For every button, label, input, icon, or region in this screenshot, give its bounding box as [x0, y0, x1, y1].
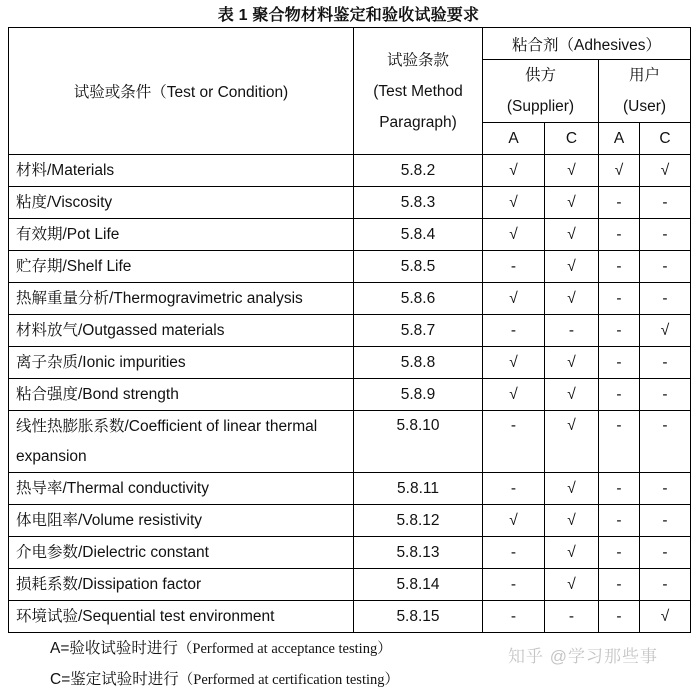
row-user-a: -	[599, 473, 640, 505]
row-test-name: 线性热膨胀系数/Coefficient of linear thermal expansion	[9, 411, 354, 473]
table-row	[9, 283, 691, 315]
row-user-c: -	[640, 411, 691, 473]
row-supplier-a: √	[483, 155, 545, 187]
header-paragraph-line: Paragraph)	[379, 113, 457, 131]
row-supplier-c: √	[545, 379, 599, 411]
row-test-name: 贮存期/Shelf Life	[9, 251, 354, 283]
header-paragraph-line: (Test Method	[373, 82, 463, 100]
row-supplier-a: -	[483, 537, 545, 569]
row-user-c: -	[640, 187, 691, 219]
row-paragraph: 5.8.12	[354, 505, 483, 537]
row-user-c: -	[640, 283, 691, 315]
row-user-c: -	[640, 219, 691, 251]
row-user-c: -	[640, 473, 691, 505]
row-supplier-c: √	[545, 569, 599, 601]
header-user-zh: 用户	[629, 67, 661, 84]
row-test-name: 热解重量分析/Thermogravimetric analysis	[9, 283, 354, 315]
note-acceptance-en: （Performed at acceptance testing）	[177, 641, 392, 657]
row-supplier-a: √	[483, 347, 545, 379]
row-supplier-c: √	[545, 537, 599, 569]
row-test-name: 体电阻率/Volume resistivity	[9, 505, 354, 537]
legend-notes	[50, 633, 399, 695]
row-paragraph: 5.8.15	[354, 601, 483, 633]
row-test-name: 离子杂质/Ionic impurities	[9, 347, 354, 379]
row-user-c: -	[640, 505, 691, 537]
row-user-c: -	[640, 251, 691, 283]
row-supplier-c: √	[545, 187, 599, 219]
row-test-name: 热导率/Thermal conductivity	[9, 473, 354, 505]
row-user-c: -	[640, 537, 691, 569]
row-paragraph: 5.8.11	[354, 473, 483, 505]
row-supplier-c: √	[545, 411, 599, 473]
header-supplier-zh: 供方	[524, 67, 556, 84]
row-paragraph: 5.8.14	[354, 569, 483, 601]
row-supplier-a: -	[483, 251, 545, 283]
row-supplier-c: √	[545, 283, 599, 315]
header-supplier-a: A	[483, 123, 545, 155]
table-row	[9, 537, 691, 569]
row-user-a: -	[599, 379, 640, 411]
row-supplier-a: -	[483, 601, 545, 633]
row-user-c: -	[640, 379, 691, 411]
row-paragraph: 5.8.13	[354, 537, 483, 569]
header-supplier-en: (Supplier)	[506, 98, 575, 115]
note-acceptance	[50, 633, 399, 664]
table-row	[9, 505, 691, 537]
row-test-name: 有效期/Pot Life	[9, 219, 354, 251]
row-paragraph: 5.8.2	[354, 155, 483, 187]
table-row	[9, 347, 691, 379]
watermark: 知乎 @学习那些事	[508, 647, 658, 666]
header-paragraph-line: 试验条款	[386, 51, 449, 69]
row-test-name: 介电参数/Dielectric constant	[9, 537, 354, 569]
table-row	[9, 411, 691, 473]
row-user-a: -	[599, 569, 640, 601]
header-user	[599, 60, 691, 123]
row-user-c: -	[640, 569, 691, 601]
row-user-a: -	[599, 505, 640, 537]
header-supplier	[483, 60, 599, 123]
row-supplier-a: √	[483, 283, 545, 315]
row-user-a: -	[599, 601, 640, 633]
note-certification-zh: C=鉴定试验时进行	[50, 671, 179, 688]
row-test-name: 材料放气/Outgassed materials	[9, 315, 354, 347]
row-user-c: √	[640, 315, 691, 347]
row-user-a: -	[599, 187, 640, 219]
row-user-c: √	[640, 155, 691, 187]
header-adhesives: 粘合剂（Adhesives）	[483, 28, 691, 60]
header-supplier-c: C	[545, 123, 599, 155]
table-row	[9, 569, 691, 601]
row-user-a: √	[599, 155, 640, 187]
row-supplier-a: √	[483, 187, 545, 219]
table-row	[9, 251, 691, 283]
row-supplier-a: -	[483, 569, 545, 601]
header-user-en: (User)	[622, 98, 667, 115]
row-supplier-a: √	[483, 219, 545, 251]
header-condition: 试验或条件（Test or Condition)	[9, 28, 354, 155]
row-paragraph: 5.8.8	[354, 347, 483, 379]
row-user-c: -	[640, 347, 691, 379]
table-row	[9, 315, 691, 347]
row-user-c: √	[640, 601, 691, 633]
row-user-a: -	[599, 251, 640, 283]
row-supplier-a: -	[483, 473, 545, 505]
row-supplier-c: √	[545, 505, 599, 537]
note-certification	[50, 664, 399, 695]
row-test-name: 损耗系数/Dissipation factor	[9, 569, 354, 601]
header-user-c: C	[640, 123, 691, 155]
row-test-name: 粘合强度/Bond strength	[9, 379, 354, 411]
row-paragraph: 5.8.10	[354, 411, 483, 473]
table-row	[9, 379, 691, 411]
header-user-a: A	[599, 123, 640, 155]
row-paragraph: 5.8.4	[354, 219, 483, 251]
row-paragraph: 5.8.5	[354, 251, 483, 283]
row-supplier-c: √	[545, 473, 599, 505]
row-test-name: 环境试验/Sequential test environment	[9, 601, 354, 633]
header-paragraph	[354, 28, 483, 155]
row-user-a: -	[599, 315, 640, 347]
row-user-a: -	[599, 219, 640, 251]
row-user-a: -	[599, 411, 640, 473]
row-supplier-c: √	[545, 219, 599, 251]
row-paragraph: 5.8.9	[354, 379, 483, 411]
table-row	[9, 601, 691, 633]
row-supplier-c: √	[545, 155, 599, 187]
row-supplier-a: √	[483, 505, 545, 537]
row-supplier-a: -	[483, 411, 545, 473]
table-row	[9, 187, 691, 219]
row-user-a: -	[599, 537, 640, 569]
row-supplier-c: -	[545, 601, 599, 633]
row-supplier-c: -	[545, 315, 599, 347]
row-test-name: 粘度/Viscosity	[9, 187, 354, 219]
row-supplier-c: √	[545, 347, 599, 379]
row-supplier-a: √	[483, 379, 545, 411]
row-test-name: 材料/Materials	[9, 155, 354, 187]
row-supplier-a: -	[483, 315, 545, 347]
row-supplier-c: √	[545, 251, 599, 283]
requirements-table	[8, 27, 691, 633]
row-paragraph: 5.8.7	[354, 315, 483, 347]
row-user-a: -	[599, 283, 640, 315]
row-user-a: -	[599, 347, 640, 379]
table-row	[9, 155, 691, 187]
table-row	[9, 219, 691, 251]
row-paragraph: 5.8.6	[354, 283, 483, 315]
note-certification-en: （Performed at certification testing）	[178, 672, 399, 688]
table-row	[9, 473, 691, 505]
table-caption: 表 1 聚合物材料鉴定和验收试验要求	[217, 7, 480, 24]
row-paragraph: 5.8.3	[354, 187, 483, 219]
note-acceptance-zh: A=验收试验时进行	[50, 640, 178, 657]
